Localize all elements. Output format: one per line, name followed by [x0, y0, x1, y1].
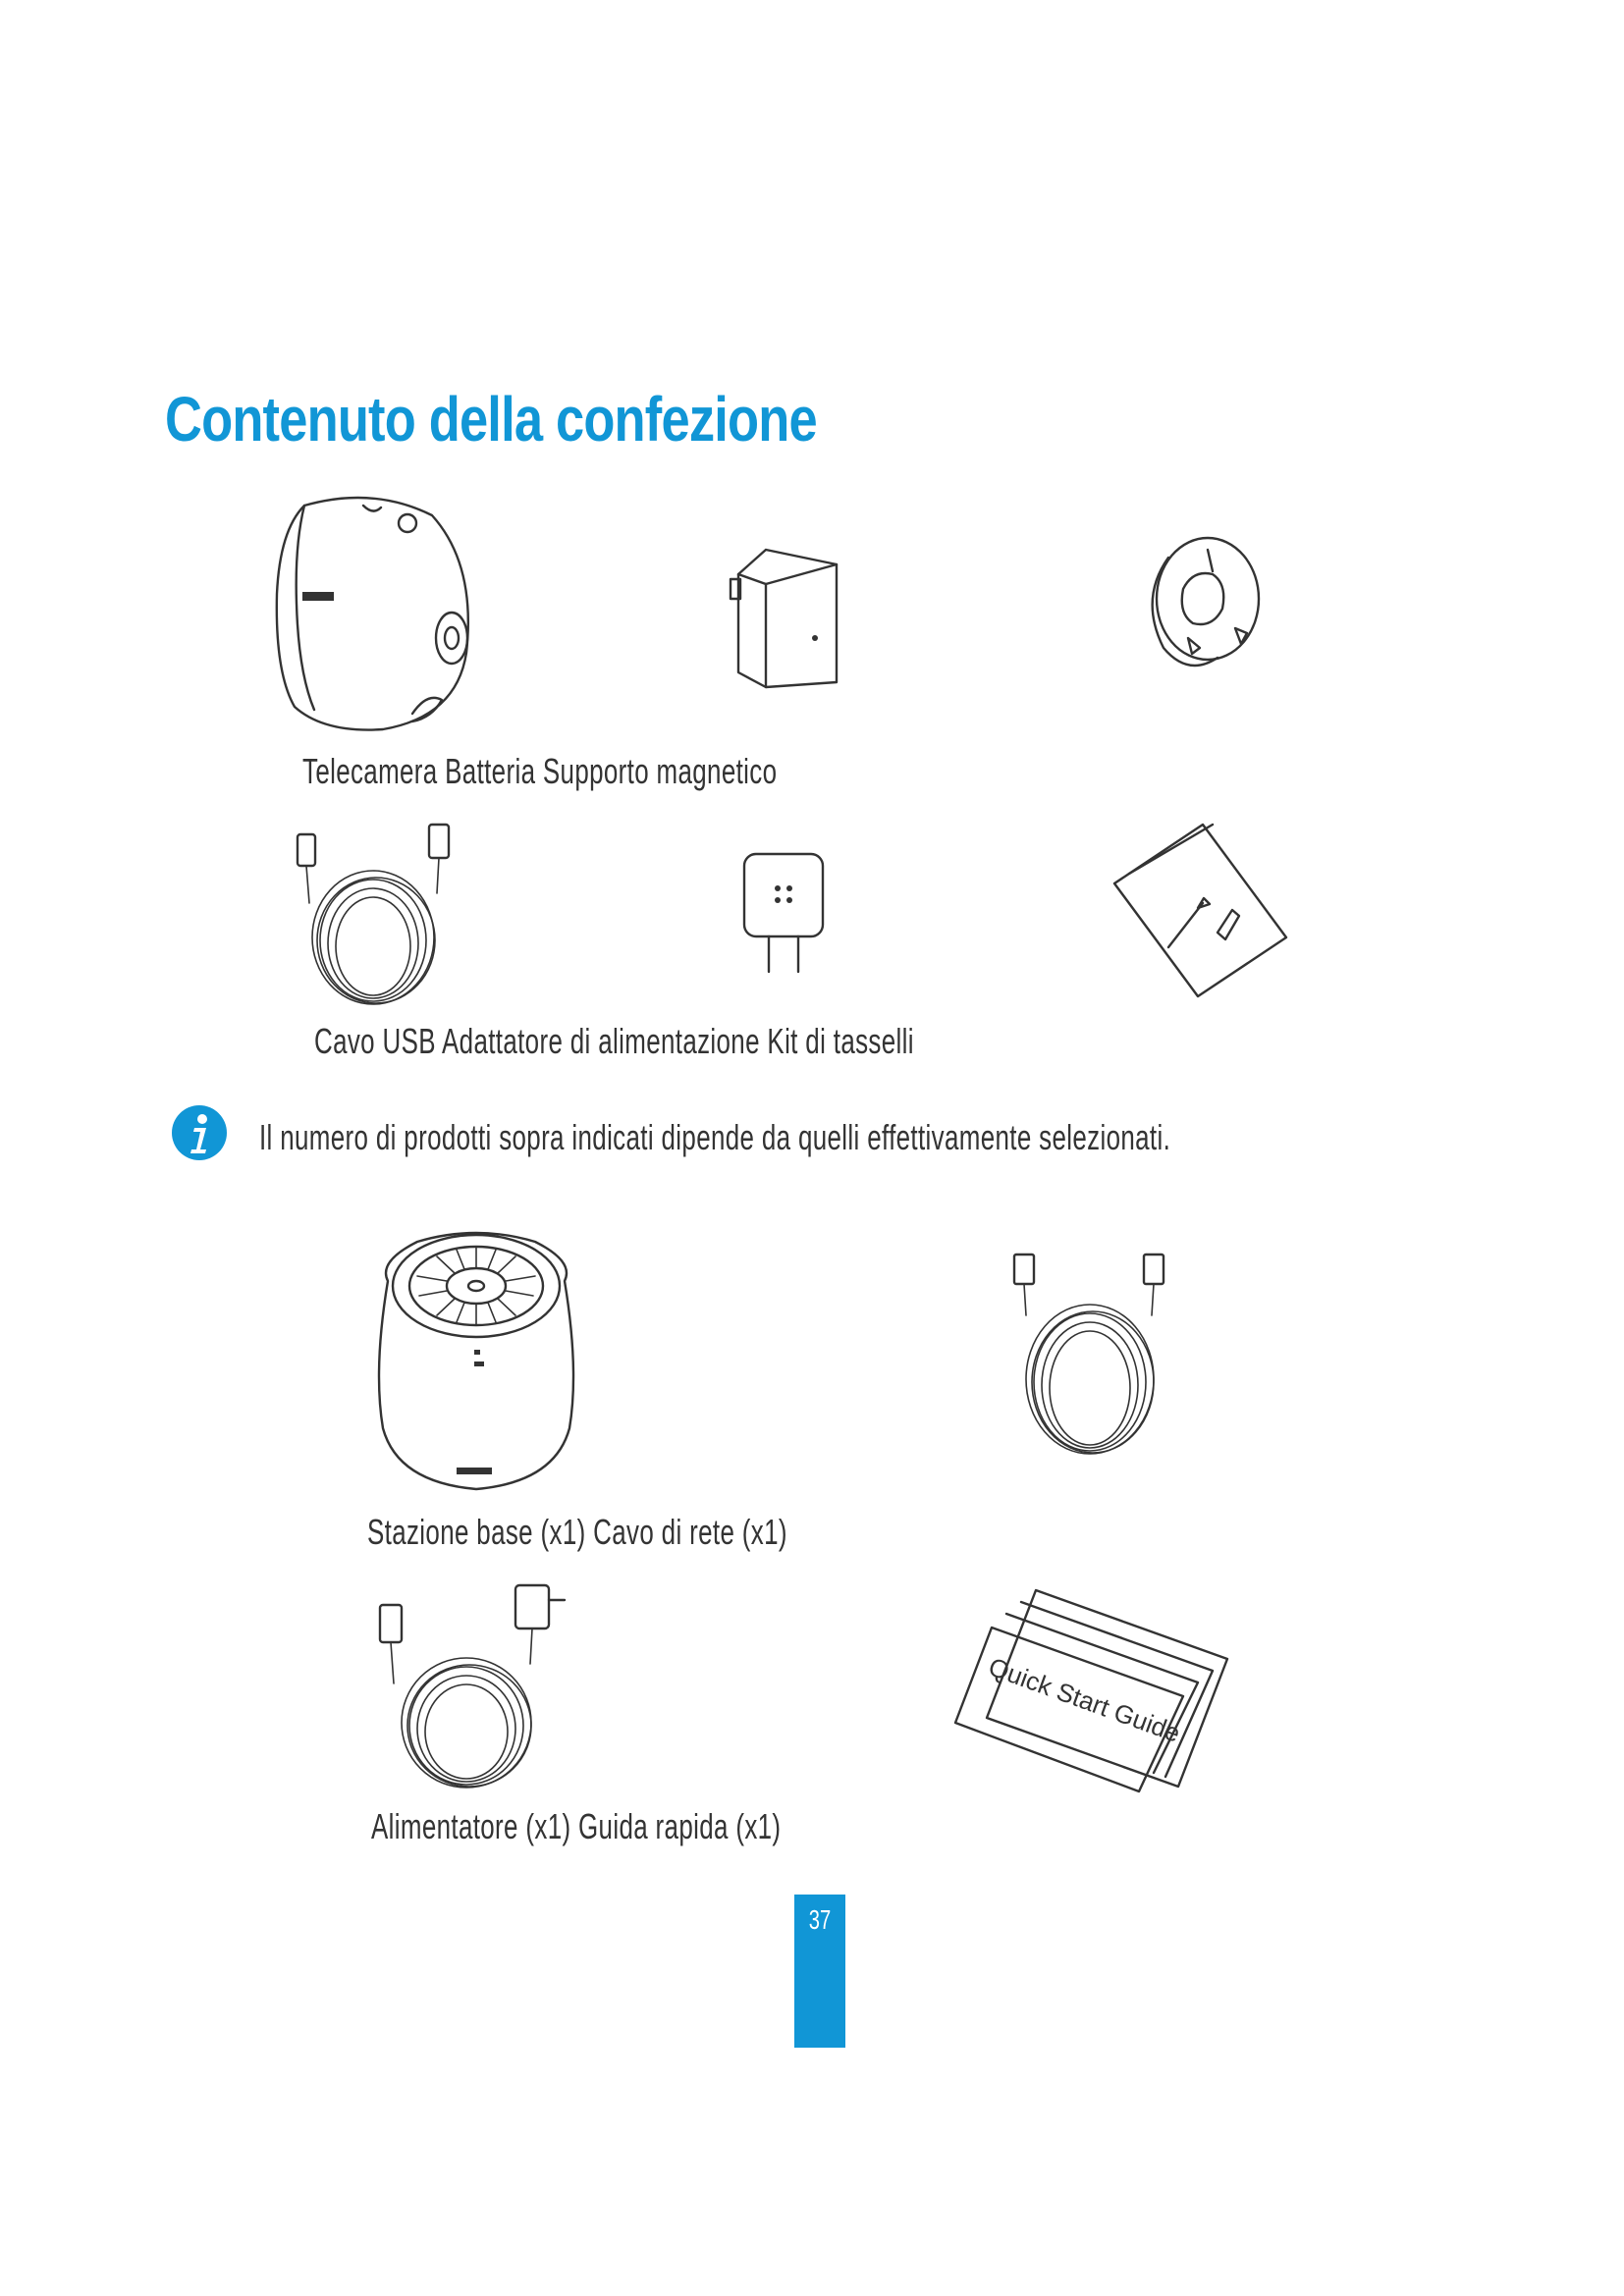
network-cable-icon	[997, 1247, 1188, 1463]
quick-start-guide-icon	[947, 1580, 1232, 1796]
power-adapter-icon	[734, 844, 833, 982]
camera-icon	[265, 486, 481, 736]
row2-caption: Cavo USB Adattatore di alimentazione Kit di tasselli	[314, 1021, 914, 1061]
battery-icon	[727, 535, 844, 692]
row4-caption: Alimentatore (x1) Guida rapida (x1)	[371, 1806, 782, 1846]
usb-cable-icon	[280, 815, 466, 1011]
page-title: Contenuto della confezione	[165, 384, 817, 454]
base-station-icon	[358, 1222, 594, 1497]
row1-caption: Telecamera Batteria Supporto magnetico	[302, 751, 778, 791]
power-supply-icon	[368, 1575, 579, 1796]
magnetic-mount-icon	[1129, 530, 1276, 677]
info-icon	[171, 1104, 228, 1161]
page-number-tab	[794, 1895, 845, 2048]
page-number: 37	[808, 1904, 832, 1935]
row3-caption: Stazione base (x1) Cavo di rete (x1)	[367, 1512, 787, 1552]
guide-cover-text: Quick Start Guide	[984, 1651, 1185, 1748]
selection-note: Il numero di prodotti sopra indicati dipende da quelli effettivamente selezionati.	[259, 1117, 1171, 1157]
screw-kit-icon	[1110, 820, 1291, 1001]
